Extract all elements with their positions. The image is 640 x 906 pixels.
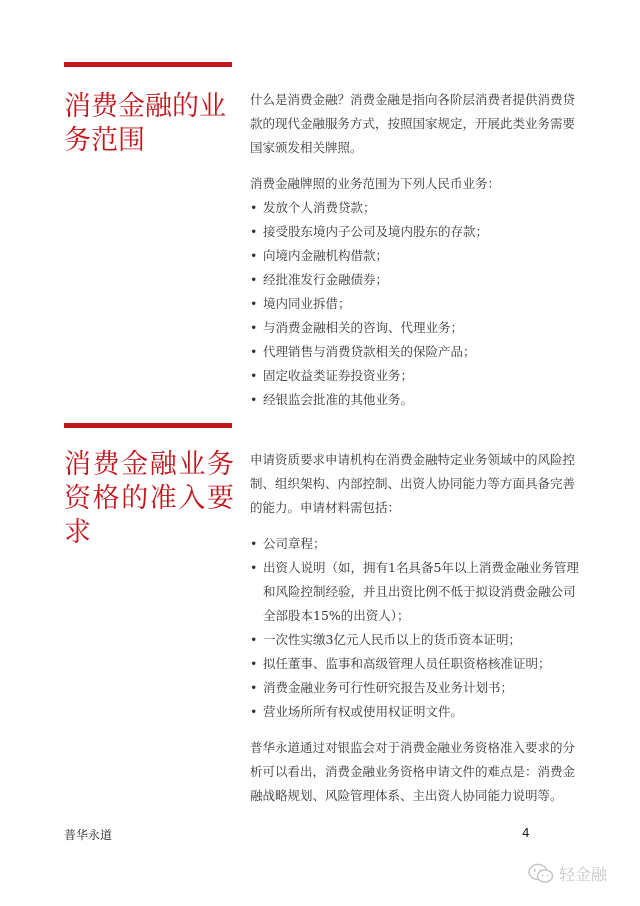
- list-item: • 接受股东境内子公司及境内股东的存款；: [250, 220, 580, 244]
- list-item: • 向境内金融机构借款；: [250, 244, 580, 268]
- section-1-heading: 消费金融的业务范围: [64, 91, 226, 156]
- list-item: • 固定收益类证券投资业务；: [250, 364, 580, 388]
- list-item: • 公司章程；: [250, 532, 580, 556]
- watermark: [528, 862, 607, 885]
- list-item: • 营业场所所有权或使用权证明文件。: [250, 700, 580, 724]
- section-1-intro: 什么是消费金融？消费金融是指向各阶层消费者提供消费贷款的现代金融服务方式，按照国家规定，开展此类业务需要国家颁发相关牌照。: [250, 92, 576, 155]
- section-2-conclusion: 普华永道通过对银监会对于消费金融业务资格准入要求的分析可以看出，消费金融业务资格申请文件的难点是：消费金融战略规划、风险管理体系、主出资人协同能力说明等。: [250, 740, 576, 803]
- list-item: • 发放个人消费贷款；: [250, 196, 580, 220]
- business-scope-list: [250, 196, 580, 412]
- list-item: • 拟任董事、监事和高级管理人员任职资格核准证明；: [250, 652, 580, 676]
- list-item: • 出资人说明（如，拥有1名具备5年以上消费金融业务管理和风险控制经验，并且出资比例不低于拟设消费金融公司全部股本15%的出资人）；: [250, 556, 580, 628]
- section-2-intro: 申请资质要求申请机构在消费金融特定业务领域中的风险控制、组织架构、内部控制、出资人协同能力等方面具备完善的能力。申请材料需包括：: [250, 452, 576, 515]
- list-item: • 代理销售与消费贷款相关的保险产品；: [250, 340, 580, 364]
- list-item: • 经批准发行金融债券；: [250, 268, 580, 292]
- list-item: • 境内同业拆借；: [250, 292, 580, 316]
- page-number: 4: [522, 826, 530, 840]
- list-item: • 经银监会批准的其他业务。: [250, 388, 580, 412]
- watermark-text: 轻金融: [559, 865, 608, 884]
- section-1-list-intro: 消费金融牌照的业务范围为下列人民币业务：: [250, 176, 501, 191]
- list-item: • 与消费金融相关的咨询、代理业务；: [250, 316, 580, 340]
- section-divider-2: [64, 423, 232, 428]
- requirements-list: [250, 532, 580, 724]
- list-item: • 消费金融业务可行性研究报告及业务计划书；: [250, 676, 580, 700]
- wechat-icon: [528, 863, 554, 885]
- footer-brand: 普华永道: [64, 828, 113, 842]
- section-2-heading: 消费金融业务资格的准入要求: [64, 449, 234, 548]
- section-divider-1: [64, 62, 232, 67]
- list-item: • 一次性实缴3亿元人民币以上的货币资本证明；: [250, 628, 580, 652]
- section-1-body: [250, 88, 580, 412]
- section-2-body: [250, 448, 580, 808]
